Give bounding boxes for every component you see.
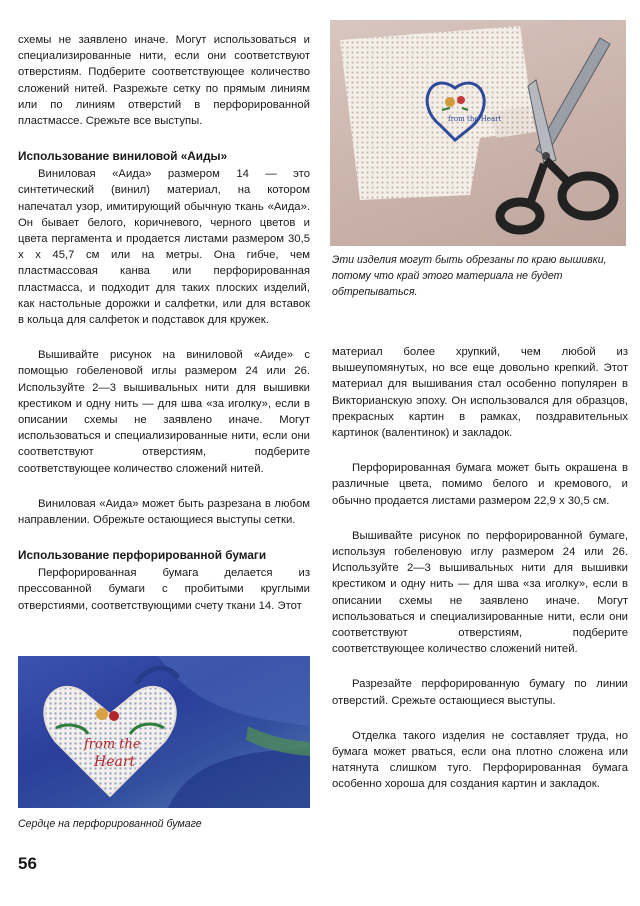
scissors-photo xyxy=(330,20,626,246)
right-paragraph-1: материал более хрупкий, чем любой из вышеупомянутых, но все еще довольно крепкий. Этот материал для вышивания стал особенно популярен в Викторианскую эпоху. Он использовался для образцов, прекрасных картин в рамках, поздравительных картинок (валентинок) и закладок. xyxy=(332,346,628,440)
heart-text-line-1: from the xyxy=(84,737,141,752)
stitched-flower-gold xyxy=(96,708,108,720)
heart-illustration xyxy=(18,656,310,808)
vinyl-aida-paragraph-1: Виниловая «Аида» размером 14 — это синтетический (винил) материал, на котором напечатал узор, имитирующий обычную ткань «Аида». Он бывает белого, коричневого, черного цветов и цвета пергамента и продается листами размером 30,5 х х 45,7 см или на метры. Она гибче, чем пластмассовая канва или перфорированная пластмасса, и подходит для таких плоских изделий, как настольные дорожки и салфетки, или для вставок в кольца для салфеток и подставок для кружек. xyxy=(18,168,310,327)
left-column xyxy=(18,32,310,633)
vinyl-aida-paragraph-3: Виниловая «Аида» может быть разрезана в любом направлении. Обрежьте остающиеся выступы сетки. xyxy=(18,497,310,527)
small-heart-text: from the Heart xyxy=(448,115,502,123)
heart-photo xyxy=(18,656,310,808)
vinyl-aida-paragraph-2: Вышивайте рисунок на виниловой «Аиде» с помощью гобеленовой иглы размером 24 или 26. Используйте 2—3 вышивальных нити для вышивки крестиком и одну нить — для шва «за иголку», если в описании схемы не заявлено иначе. Могут использоваться и специализированные нити, если они соответствуют отверстиям, подберите соответствующее количество сложений нитей. xyxy=(18,349,310,475)
perforated-paper-paragraph-1: Перфорированная бумага делается из прессованной бумаги с пробитыми круглыми отверстиями, соответствующими счету ткани 14. Этот xyxy=(18,567,310,612)
stitched-flower-red xyxy=(109,711,119,721)
stitched-flower xyxy=(445,97,455,107)
right-paragraph-4: Разрезайте перфорированную бумагу по линии отверстий. Срежьте остающиеся выступы. xyxy=(332,678,628,707)
intro-paragraph: схемы не заявлено иначе. Могут использоваться и специализированные нити, если они соответствуют отверстиям. Подберите соответствующее количество сложений нитей. Разрежьте сетку по прямым линиям или по линиям отверстий в перфорированной пластмассе. Срежьте все выступы. xyxy=(18,34,310,128)
scissors-illustration xyxy=(330,20,626,246)
page-number: 56 xyxy=(18,854,37,873)
scissors-handle-left xyxy=(500,202,540,230)
heart-photo-caption: Сердце на перфорированной бумаге xyxy=(18,818,202,830)
scissors-photo-caption: Эти изделия могут быть обрезаны по краю вышивки, потому что край этого материала не будет обтрепываться. xyxy=(332,254,607,298)
ribbon-loop xyxy=(136,668,178,684)
right-paragraph-5: Отделка такого изделия не составляет труда, но бумага может рваться, если она плотно сложена или натянута слишком туго. Перфорированная бумага особенно хороша для создания картин и закладок. xyxy=(332,729,628,791)
right-paragraph-3: Вышивайте рисунок по перфорированной бумаге, используя гобеленовую иглу размером 24 или 26. Используйте 2—3 вышивальных нити для вышивки крестиком и одну нить — для шва «за иголку», если в описании схемы не заявлено иначе. Могут использоваться и специализированные нити, если они соответствуют отверстиям, подберите соответствующее количество сложений нитей. xyxy=(332,529,628,656)
perforated-paper-heading: Использование перфорированной бумаги xyxy=(18,548,267,563)
fabric-fold-upper xyxy=(158,656,310,726)
vinyl-aida-heading: Использование виниловой «Аиды» xyxy=(18,149,228,164)
heart-text-line-2: Heart xyxy=(94,754,136,770)
right-column xyxy=(332,344,628,812)
fabric-fold-lower xyxy=(168,748,310,808)
stitched-flower-red xyxy=(457,96,465,104)
right-paragraph-2: Перфорированная бумага может быть окрашена в различные цвета, помимо белого и кремового, и обычно продается листами размером 22,9 х 30,5 см. xyxy=(332,462,628,507)
